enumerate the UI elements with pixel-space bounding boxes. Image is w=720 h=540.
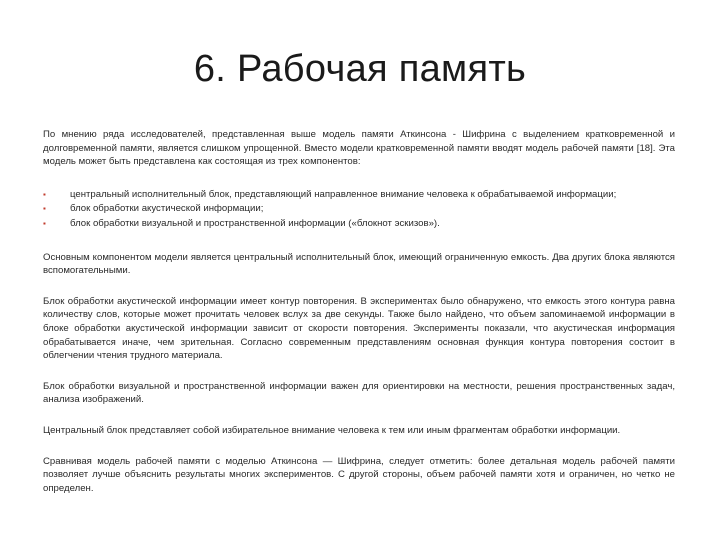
paragraph-comparison: Сравнивая модель рабочей памяти с моделью Аткинсона — Шифрина, следует отметить: более детальная модель рабочей памяти позволяет лучше объяснить результаты многих экспериментов. С другой стороны, объем рабочей памяти хотя и ограничен, но четко не определен.	[43, 455, 675, 494]
list-item-text: блок обработки визуальной и пространственной информации («блокнот эскизов»).	[70, 217, 440, 229]
bullet-icon: ▪	[43, 189, 46, 199]
bullet-icon: ▪	[43, 204, 46, 214]
paragraph-central-block: Центральный блок представляет собой избирательное внимание человека к тем или иным фрагментам обработки информации.	[43, 424, 621, 436]
paragraph-visual-block: Блок обработки визуальной и пространственной информации важен для ориентировки на местности, решения пространственных задач, анализа изображений.	[43, 380, 675, 406]
paragraph-acoustic-block: Блок обработки акустической информации имеет контур повторения. В экспериментах было обнаружено, что емкость этого контура равна количеству слов, которые может прочитать человек вслух за две секунды. Также было найдено, что объем запоминаемой информации в блоке обработки акустической информации зависит от скорости повторения. Эксперименты показали, что акустическая информация обрабатывается иначе, чем зрительная. Согласно современным представлениям основная функция контура повторения состоит в облегчении чтения трудного материала.	[43, 295, 675, 362]
slide-body	[43, 128, 675, 512]
slide-title: 6. Рабочая память	[193, 48, 527, 90]
bullet-icon: ▪	[43, 218, 46, 228]
intro-paragraph: По мнению ряда исследователей, представленная выше модель памяти Аткинсона - Шифрина с выделением кратковременной и долговременной памяти, является слишком упрощенной. Вместо модели кратковременной памяти вводят модель рабочей памяти [18]. Эта модель может быть представлена как состоящая из трех компонентов:	[43, 129, 675, 168]
list-item	[43, 202, 675, 217]
list-item	[43, 217, 675, 232]
list-item	[43, 188, 675, 203]
list-item-text: центральный исполнительный блок, представляющий направленное внимание человека к обрабатываемой информации;	[70, 188, 617, 200]
paragraph-main-component: Основным компонентом модели является центральный исполнительный блок, имеющий ограниченную емкость. Два других блока являются вспомогательными.	[43, 251, 675, 277]
list-item-text: блок обработки акустической информации;	[70, 203, 264, 215]
component-list	[43, 188, 675, 232]
